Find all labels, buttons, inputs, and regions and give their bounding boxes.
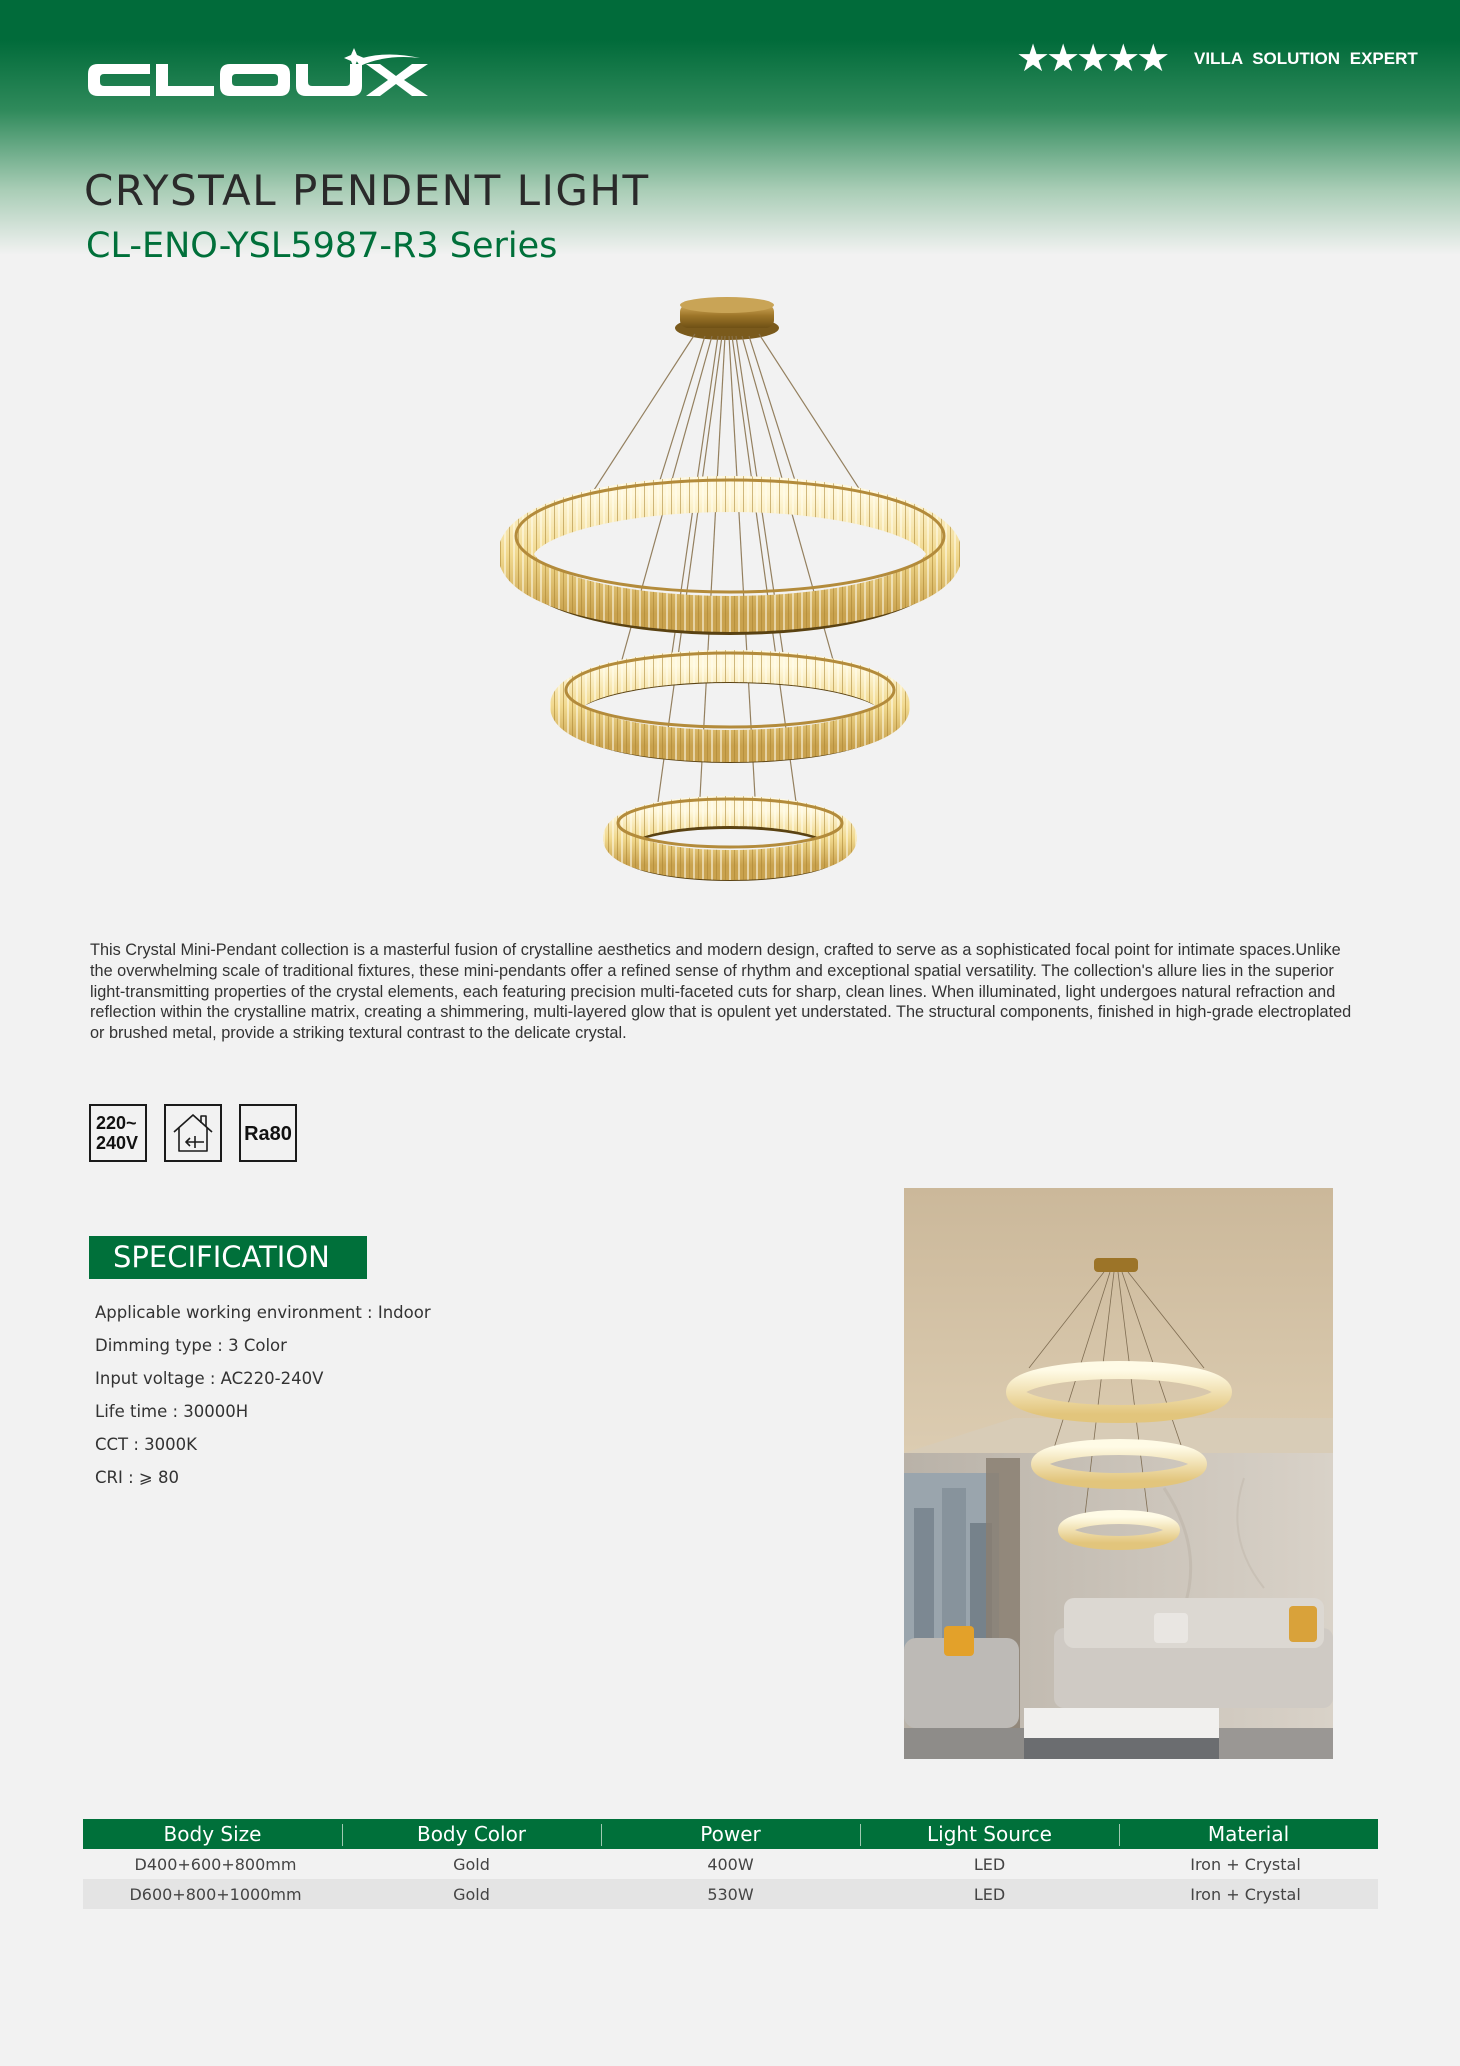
cell-light-source: LED bbox=[973, 1854, 1006, 1874]
five-star-rating: ★★★★★ bbox=[1016, 36, 1167, 80]
cell-body-color: Gold bbox=[342, 1879, 601, 1909]
cell-power: 530W bbox=[601, 1879, 860, 1909]
column-header-material: Material bbox=[1119, 1819, 1378, 1849]
cell-power: 400W bbox=[707, 1854, 754, 1874]
cell-body-size: D400+600+800mm bbox=[134, 1854, 297, 1874]
cloux-logo[interactable] bbox=[84, 44, 436, 104]
indoor-house-icon bbox=[166, 1106, 220, 1160]
spec-item-cri: CRI : ⩾ 80 bbox=[95, 1468, 179, 1487]
cri-badge bbox=[239, 1104, 297, 1162]
indoor-badge bbox=[164, 1104, 222, 1162]
product-variants-table bbox=[83, 1819, 1378, 1909]
table-row bbox=[83, 1849, 1378, 1879]
cell-body-color: Gold bbox=[453, 1854, 490, 1874]
cell-material: Iron + Crystal bbox=[1119, 1879, 1378, 1909]
cell-light-source: LED bbox=[860, 1879, 1119, 1909]
spec-item-lifetime: Life time : 30000H bbox=[95, 1402, 249, 1421]
spec-item-environment: Applicable working environment : Indoor bbox=[95, 1303, 431, 1322]
tagline: VILLA SOLUTION EXPERT bbox=[1194, 49, 1418, 68]
spec-item-voltage: Input voltage : AC220-240V bbox=[95, 1369, 324, 1388]
cell-material: Iron + Crystal bbox=[1190, 1854, 1301, 1874]
column-header-light-source: Light Source bbox=[860, 1819, 1119, 1849]
column-header-body-color: Body Color bbox=[342, 1819, 601, 1849]
product-description: This Crystal Mini-Pendant collection is a masterful fusion of crystalline aesthetics and modern design, crafted to serve as a sophisticated focal point for intimate spaces.Unlike the overwhelming scale of traditional fixtures, these mini-pendants offer a refined sense of rhythm and exceptional spatial versatility. The collection's allure lies in the superior light-transmitting properties of the crystal elements, each featuring precision multi-faceted cuts for sharp, clean lines. When illuminated, light undergoes natural refraction and reflection within the crystalline matrix, creating a shimmering, multi-layered glow that is opulent yet understated. The structural components, finished in high-grade electroplated or brushed metal, provide a striking textural contrast to the delicate crystal. bbox=[90, 941, 1352, 1043]
room-scene-image bbox=[904, 1188, 1333, 1759]
series-name: CL-ENO-YSL5987-R3 Series bbox=[86, 226, 558, 266]
voltage-line1: 220~ bbox=[96, 1113, 137, 1133]
column-header-body-size: Body Size bbox=[83, 1819, 342, 1849]
cell-body-size: D600+800+1000mm bbox=[83, 1879, 342, 1909]
spec-item-cct: CCT : 3000K bbox=[95, 1435, 197, 1454]
spec-item-dimming: Dimming type : 3 Color bbox=[95, 1336, 287, 1355]
specification-list bbox=[95, 1302, 431, 1500]
voltage-line2: 240V bbox=[96, 1133, 139, 1153]
cri-badge-label: Ra80 bbox=[244, 1123, 292, 1145]
voltage-badge bbox=[89, 1104, 147, 1162]
specification-heading: SPECIFICATION bbox=[89, 1236, 367, 1279]
product-image bbox=[500, 292, 960, 882]
table-header-row bbox=[83, 1819, 1378, 1849]
header-banner bbox=[0, 0, 1460, 260]
page-title: CRYSTAL PENDENT LIGHT bbox=[84, 166, 650, 215]
column-header-power: Power bbox=[601, 1819, 860, 1849]
table-row bbox=[83, 1879, 1378, 1909]
